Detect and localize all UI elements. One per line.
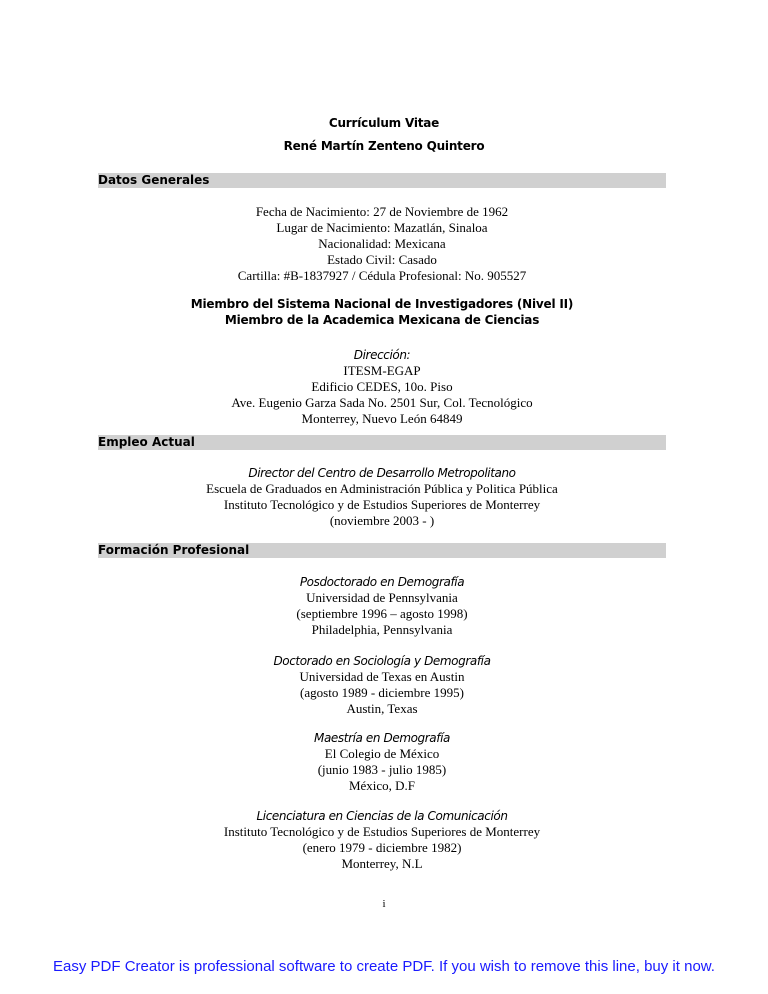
education-line: Monterrey, N.L	[341, 856, 423, 871]
memberships-block	[98, 296, 666, 328]
education-line: (enero 1979 - diciembre 1982)	[302, 840, 462, 855]
datos-generales-block	[98, 204, 666, 284]
education-line: Universidad de Pennsylvania	[306, 590, 458, 605]
education-line: (junio 1983 - julio 1985)	[317, 762, 447, 777]
education-line: Austin, Texas	[346, 701, 418, 716]
page-number: i	[382, 898, 386, 910]
membership-sni: Miembro del Sistema Nacional de Investigadores (Nivel II)	[190, 297, 574, 311]
address-line: ITESM-EGAP	[343, 363, 421, 378]
person-name: René Martín Zenteno Quintero	[283, 139, 485, 153]
education-item	[98, 574, 666, 638]
employment-block	[98, 465, 666, 529]
degree-title: Licenciatura en Ciencias de la Comunicación	[256, 809, 508, 823]
degree-title: Posdoctorado en Demografía	[299, 575, 465, 589]
education-line: (septiembre 1996 – agosto 1998)	[296, 606, 468, 621]
employment-line: (noviembre 2003 - )	[329, 513, 435, 528]
employment-line: Instituto Tecnológico y de Estudios Superiores de Monterrey	[223, 497, 541, 512]
birth-date: Fecha de Nacimiento: 27 de Noviembre de 1962	[255, 204, 509, 219]
education-line: México, D.F	[348, 778, 416, 793]
degree-title: Doctorado en Sociología y Demografía	[273, 654, 491, 668]
employment-position: Director del Centro de Desarrollo Metropolitano	[248, 466, 516, 480]
education-line: El Colegio de México	[324, 746, 440, 761]
section-heading-empleo-actual: Empleo Actual	[98, 435, 666, 450]
address-line: Edificio CEDES, 10o. Piso	[311, 379, 453, 394]
address-line: Ave. Eugenio Garza Sada No. 2501 Sur, Col. Tecnológico	[231, 395, 533, 410]
address-label: Dirección:	[353, 348, 411, 362]
employment-line: Escuela de Graduados en Administración Pública y Politica Pública	[206, 481, 558, 496]
civil-status: Estado Civil: Casado	[327, 252, 437, 267]
address-line: Monterrey, Nuevo León 64849	[301, 411, 463, 426]
section-heading-datos-generales: Datos Generales	[98, 173, 666, 188]
education-item	[98, 808, 666, 872]
address-block	[98, 347, 666, 427]
education-line: (agosto 1989 - diciembre 1995)	[300, 685, 464, 700]
education-line: Philadelphia, Pennsylvania	[311, 622, 453, 637]
nationality: Nacionalidad: Mexicana	[318, 236, 446, 251]
education-line: Instituto Tecnológico y de Estudios Superiores de Monterrey	[223, 824, 541, 839]
degree-title: Maestría en Demografía	[314, 731, 450, 745]
pdf-creator-footer[interactable]: Easy PDF Creator is professional software to create PDF. If you wish to remove this line, buy it now.	[53, 958, 715, 975]
education-line: Universidad de Texas en Austin	[299, 669, 465, 684]
document-title: Currículum Vitae	[328, 116, 440, 130]
section-heading-formacion: Formación Profesional	[98, 543, 666, 558]
education-item	[98, 653, 666, 717]
membership-amc: Miembro de la Academica Mexicana de Ciencias	[224, 313, 540, 327]
education-item	[98, 730, 666, 794]
birth-place: Lugar de Nacimiento: Mazatlán, Sinaloa	[276, 220, 488, 235]
id-numbers: Cartilla: #B-1837927 / Cédula Profesional: No. 905527	[237, 268, 527, 283]
